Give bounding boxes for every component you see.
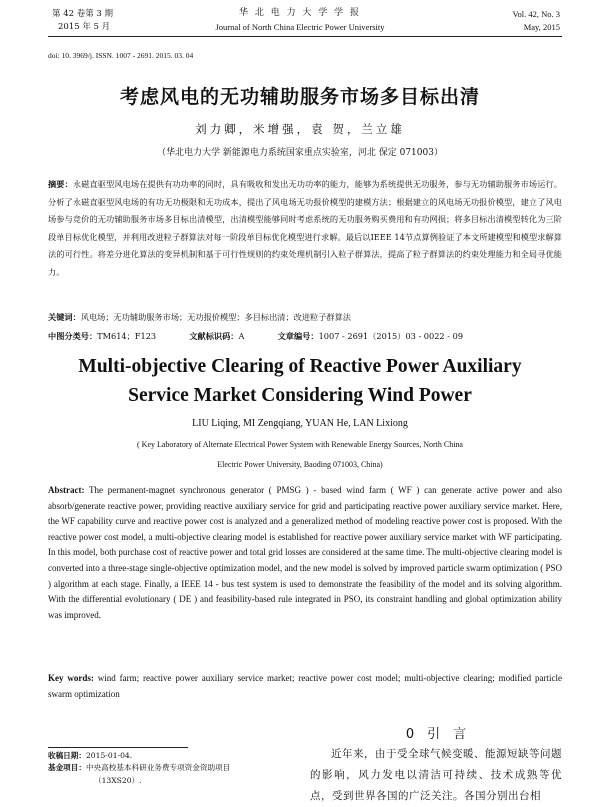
abstract-en-text: The permanent-magnet synchronous generator ( PMSG ) - based wind farm ( WF ) can generate active power and also absorb/generate reactive power, providing reactive auxiliary service for grid and participating reactive power auxiliary service market. Here, the WF capability curve and reactive power cost is analyzed and a generalized method of modeling reactive power cost is proposed. With the reactive power cost model, a multi-objective clearing model is established for reactive power auxiliary service market with WF participating. In this model, both purchase cost of reactive power and total grid losses are considered at the same time. The multi-objective clearing model is converted into a three-stage single-objective optimization model, and the new model is solved by improved particle swarm optimization ( PSO ) algorithm at each stage. Finally, a IEEE 14 - bus test system is used to demonstrate the feasibility of the model and its solving algorithm. With the differential evolutionary ( DE ) and feasibility-based rule integrated in PSO, its constraint handling and global optimization ability was improved. [48,485,563,620]
abstract-cn [48,176,562,281]
abstract-en-label: Abstract: [48,485,85,495]
doc-code-value: A [238,331,245,341]
received-label: 收稿日期： [48,751,86,760]
footnote-fund [48,761,298,774]
keywords-en-label: Key words: [48,673,94,683]
affiliation-en-line2: Electric Power University, Baoding 071003, China) [217,460,383,469]
header-volume-cn: 第 42 卷第 3 期 [52,9,114,19]
keywords-cn [48,309,562,327]
fund-label: 基金项目： [48,763,86,772]
keywords-en [48,671,562,702]
clc-value: TM614；F123 [97,331,157,341]
fund-line2: （13XS20）. [94,776,142,785]
title-en-line1: Multi-objective Clearing of Reactive Power Auxiliary [78,356,522,377]
header-date-cn: 2015 年 5 月 [58,22,111,32]
abstract-en [48,483,562,623]
title-en-line2: Service Market Considering Wind Power [128,385,472,406]
doi-line: doi: 10. 3969/j. ISSN. 1007 - 2691. 2015. 03. 04 [48,51,194,60]
clc-label: 中图分类号： [48,331,98,341]
header-rule [48,36,562,37]
affiliation-cn: （华北电力大学 新能源电力系统国家重点实验室，河北 保定 071003） [157,148,443,158]
doc-code-label: 文献标识码： [189,331,239,341]
article-no-label: 文章编号： [277,331,319,341]
footnote-rule [48,747,188,748]
fund-line1: 中央高校基本科研业务费专项资金资助项目 [85,763,231,772]
abstract-cn-label: 摘要： [48,179,73,189]
authors-en: LIU Liqing, MI Zengqiang, YUAN He, LAN Lixiong [192,418,408,429]
header-journal-cn: 华 北 电 力 大 学 学 报 [238,8,362,18]
header-date-en: May, 2015 [523,22,560,32]
authors-cn: 刘力卿，米增强，袁 贺，兰立雄 [195,122,405,136]
title-cn: 考虑风电的无功辅助服务市场多目标出清 [119,86,480,108]
affiliation-en-line1: ( Key Laboratory of Alternate Electrical Power System with Renewable Energy Sources, North China [137,440,463,449]
received-date: 2015-01-04. [85,751,133,760]
classification-line [48,329,562,343]
section-heading-intro: 0 引 言 [405,727,467,742]
article-no-value: 1007 - 2691（2015）03 - 0022 - 09 [318,331,464,341]
keywords-en-text: wind farm; reactive power auxiliary service market; reactive power cost model; multi-objective clearing; modified particle swarm optimization [48,673,563,699]
intro-paragraph: 近年来，由于受全球气候变暖、能源短缺等问题的影响，风力发电以清洁可持续、技术成熟等优点，受到世界各国的广泛关注。各国分别出台相 [310,748,562,802]
keywords-cn-text: 风电场；无功辅助服务市场；无功报价模型；多目标出清；改进粒子群算法 [80,312,351,322]
keywords-cn-label: 关键词： [48,312,81,322]
header-journal-en: Journal of North China Electric Power University [215,22,385,32]
header-volume-en: Vol. 42, No. 3 [512,9,560,19]
abstract-cn-text: 永磁直驱型风电场在提供有功功率的同时，具有吸收和发出无功功率的能力，能够为系统提供无功服务，参与无功辅助服务市场运行。分析了永磁直驱型风电场的有功无功极限和无功成本，提出了风电场无功报价模型的建模方法；根据建立的风电场无功报价模型，建立了风电场参与竞价的无功辅助服务市场多目标出清模型，出清模型能够同时考虑系统的无功服务购买费用和有功网损；将多目标出清模型转化为三阶段单目标优化模型，并利用改进粒子群算法对每一阶段单目标优化模型进行求解。最后以IEEE 14节点算例验证了本文所建模型和模型求解算法的可行性。将差分进化算法的变异机制和基于可行性规则的约束处理机制引入粒子群算法，提高了粒子群算法的约束处理能力和全局寻优能力。 [48,179,562,277]
